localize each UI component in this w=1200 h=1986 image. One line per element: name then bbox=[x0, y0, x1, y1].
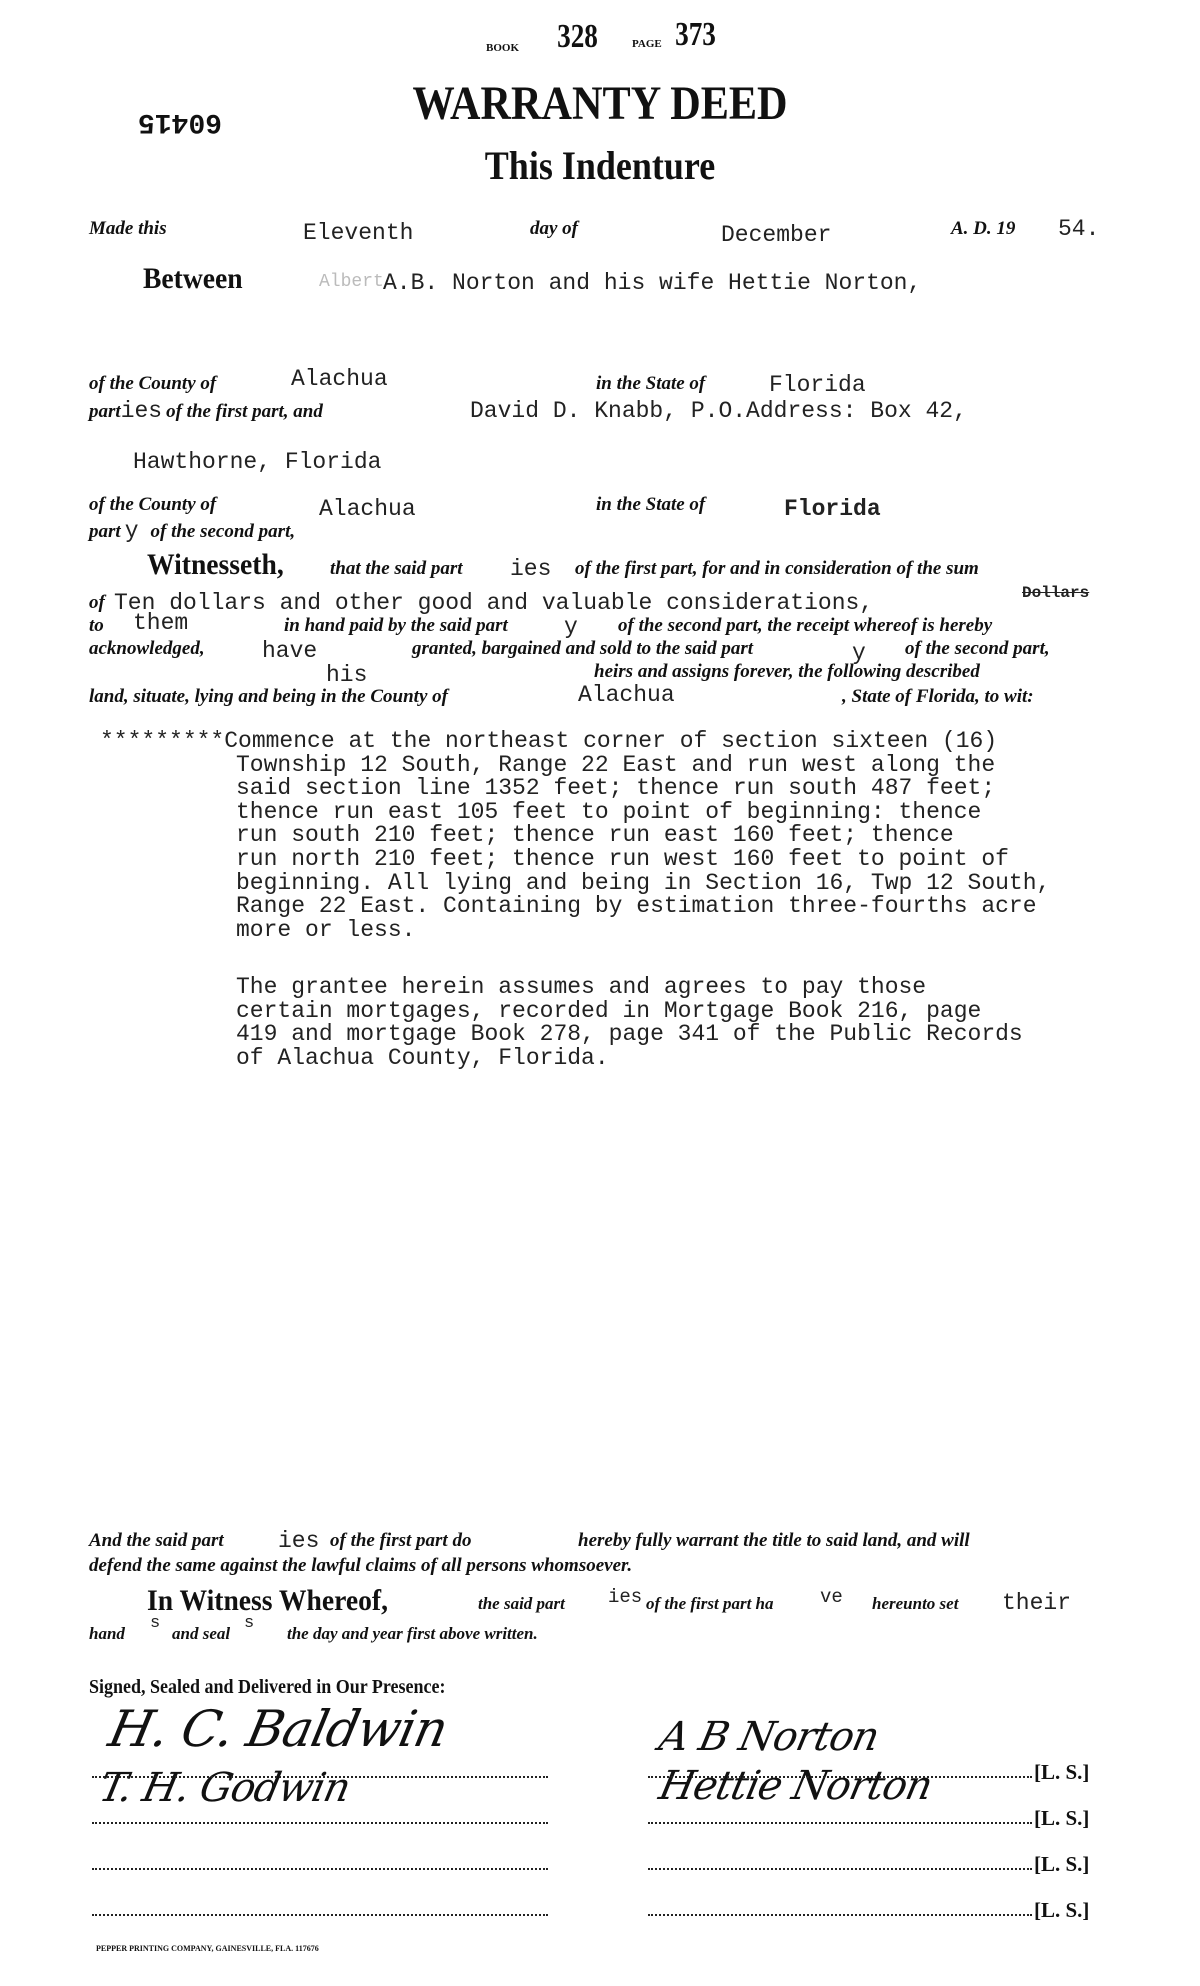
land-label: land, situate, lying and being in the County of bbox=[89, 686, 448, 707]
witness-signature-1: H. C. Baldwin bbox=[103, 1700, 453, 1758]
day-of-label: day of bbox=[530, 218, 579, 239]
grantee-city: Hawthorne, Florida bbox=[133, 449, 382, 475]
description-line: Range 22 East. Containing by estimation three-fourths acre bbox=[236, 893, 1037, 920]
day-value: Eleventh bbox=[303, 220, 414, 246]
grantee-name: David D. Knabb, P.O.Address: Box 42, bbox=[470, 398, 967, 424]
acknowledged-label: acknowledged, bbox=[89, 638, 205, 659]
witnesseth-text: in hand paid by the said part bbox=[284, 615, 508, 636]
parties-suffix-4: ies bbox=[608, 1586, 643, 1608]
signer-line-2 bbox=[648, 1822, 1032, 1824]
part-label-2: part bbox=[89, 521, 121, 542]
state-label: in the State of bbox=[596, 373, 706, 394]
state-florida-label: , State of Florida, to wit: bbox=[842, 686, 1034, 707]
seal-label: [L. S.] bbox=[1034, 1852, 1090, 1876]
warranty-text: And the said part bbox=[89, 1530, 224, 1551]
in-witness-whereof-label: In Witness Whereof, bbox=[147, 1584, 389, 1617]
witness-line-2 bbox=[92, 1822, 548, 1824]
have-value: have bbox=[262, 638, 318, 664]
state-label-2: in the State of bbox=[596, 494, 706, 515]
seal-label: [L. S.] bbox=[1034, 1760, 1090, 1784]
paid-to-value: them bbox=[133, 610, 189, 636]
month-value: December bbox=[721, 222, 832, 248]
witnesseth-text: of the second part, the receipt whereof is hereby bbox=[618, 615, 993, 636]
signed-sealed-label: Signed, Sealed and Delivered in Our Presence: bbox=[89, 1676, 446, 1698]
second-county-value: Alachua bbox=[319, 496, 416, 522]
signer-line-3 bbox=[648, 1868, 1032, 1870]
second-state-value: Florida bbox=[784, 496, 881, 522]
mortgage-line: of Alachua County, Florida. bbox=[236, 1044, 609, 1071]
witnesseth-label: Witnesseth, bbox=[147, 548, 284, 581]
struck-dollars: Dollars bbox=[1022, 584, 1090, 602]
county-label-2: of the County of bbox=[89, 494, 217, 515]
page-label: PAGE bbox=[632, 38, 662, 50]
legal-description bbox=[100, 730, 1050, 942]
to-label: to bbox=[89, 615, 104, 636]
witnesseth-text: granted, bargained and sold to the said part bbox=[412, 638, 753, 659]
second-part-label: of the second part, bbox=[150, 521, 296, 542]
party-suffix-2: y bbox=[564, 614, 578, 640]
made-label: Made this bbox=[89, 218, 167, 239]
of-label: of bbox=[89, 592, 105, 613]
mortgage-line: 419 and mortgage Book 278, page 341 of the Public Records bbox=[236, 1021, 1023, 1048]
description-line: thence run east 105 feet to point of beginning: thence bbox=[236, 798, 982, 825]
land-county-value: Alachua bbox=[578, 682, 675, 708]
grantor-signature-1: A B Norton bbox=[655, 1714, 883, 1760]
printer-imprint: PEPPER PRINTING COMPANY, GAINESVILLE, FLA. 117676 bbox=[96, 1944, 319, 1953]
ad-label: A. D. 19 bbox=[951, 218, 1016, 239]
mortgage-line: certain mortgages, recorded in Mortgage Book 216, page bbox=[236, 997, 982, 1024]
consideration-value: Ten dollars and other good and valuable considerations, bbox=[114, 590, 874, 616]
description-line: said section line 1352 feet; thence run south 487 feet; bbox=[236, 775, 996, 802]
mortgage-clause bbox=[236, 976, 1023, 1070]
witnesseth-text: of the first part, for and in consideration of the sum bbox=[575, 558, 979, 579]
parties-suffix: ies bbox=[120, 398, 163, 424]
seal-label: [L. S.] bbox=[1034, 1806, 1090, 1830]
their-value: their bbox=[1002, 1590, 1072, 1616]
witness-line-3 bbox=[92, 1868, 548, 1870]
seal-label: [L. S.] bbox=[1034, 1898, 1090, 1922]
grantor-names: A.B. Norton and his wife Hettie Norton, bbox=[383, 270, 922, 296]
warranty-text: defend the same against the lawful claims of all persons whomsoever. bbox=[89, 1555, 633, 1576]
first-county-value: Alachua bbox=[291, 366, 388, 392]
parties-line bbox=[89, 398, 323, 424]
part-label: part bbox=[89, 401, 121, 422]
warranty-text: of the first part do bbox=[330, 1530, 472, 1551]
file-number-stamp: 60415 bbox=[138, 106, 223, 137]
witnesseth-text: heirs and assigns forever, the following described bbox=[594, 661, 980, 682]
grantor-signature-2: Hettie Norton bbox=[655, 1763, 936, 1809]
first-state-value: Florida bbox=[769, 372, 866, 398]
first-part-label: of the first part, and bbox=[166, 401, 323, 422]
document-title: WARRANTY DEED bbox=[412, 77, 788, 130]
witness-line-1 bbox=[92, 1776, 548, 1778]
description-line: run south 210 feet; thence run east 160 feet; thence bbox=[236, 822, 954, 849]
signer-line-4 bbox=[648, 1914, 1032, 1916]
warranty-text: hereby fully warrant the title to said land, and will bbox=[578, 1530, 970, 1551]
page-number: 373 bbox=[675, 16, 716, 53]
description-line: Township 12 South, Range 22 East and run west along the bbox=[236, 751, 996, 778]
witnesseth-text: that the said part bbox=[330, 558, 463, 579]
whereof-text: hand bbox=[89, 1624, 125, 1643]
whereof-text: the day and year first above written. bbox=[287, 1624, 538, 1643]
document-subtitle: This Indenture bbox=[484, 143, 716, 188]
signer-line-1 bbox=[648, 1776, 1032, 1778]
description-line: run north 210 feet; thence run west 160 feet to point of bbox=[236, 845, 1009, 872]
parties-suffix-2: ies bbox=[510, 556, 552, 582]
description-line: *********Commence at the northeast corner of section sixteen (16) bbox=[100, 728, 998, 754]
description-line: beginning. All lying and being in Section 16, Twp 12 South, bbox=[236, 869, 1051, 896]
year-value: 54. bbox=[1058, 216, 1100, 242]
struck-name: Albert bbox=[319, 272, 384, 292]
book-label: BOOK bbox=[486, 42, 520, 54]
whereof-text: hereunto set bbox=[872, 1594, 959, 1613]
parties-suffix-3: ies bbox=[278, 1528, 320, 1554]
witnesseth-text: of the second part, bbox=[905, 638, 1050, 659]
witness-signature-2: T. H. Godwin bbox=[95, 1765, 354, 1811]
whereof-text: and seal bbox=[172, 1624, 231, 1643]
description-line: more or less. bbox=[236, 916, 416, 943]
seals-suffix: s bbox=[244, 1614, 255, 1633]
whereof-text: of the first part ha bbox=[646, 1594, 774, 1613]
party-suffix-3: y bbox=[852, 640, 866, 666]
have-suffix: ve bbox=[820, 1586, 843, 1608]
mortgage-line: The grantee herein assumes and agrees to pay those bbox=[236, 974, 927, 1000]
county-label: of the County of bbox=[89, 373, 217, 394]
whereof-text: the said part bbox=[478, 1594, 565, 1613]
party-suffix: y bbox=[124, 518, 139, 544]
between-label: Between bbox=[143, 262, 243, 295]
his-value: his bbox=[326, 662, 368, 688]
witness-line-4 bbox=[92, 1914, 548, 1916]
book-number: 328 bbox=[557, 18, 598, 55]
second-party-line bbox=[89, 518, 295, 544]
hands-suffix: s bbox=[150, 1614, 161, 1633]
